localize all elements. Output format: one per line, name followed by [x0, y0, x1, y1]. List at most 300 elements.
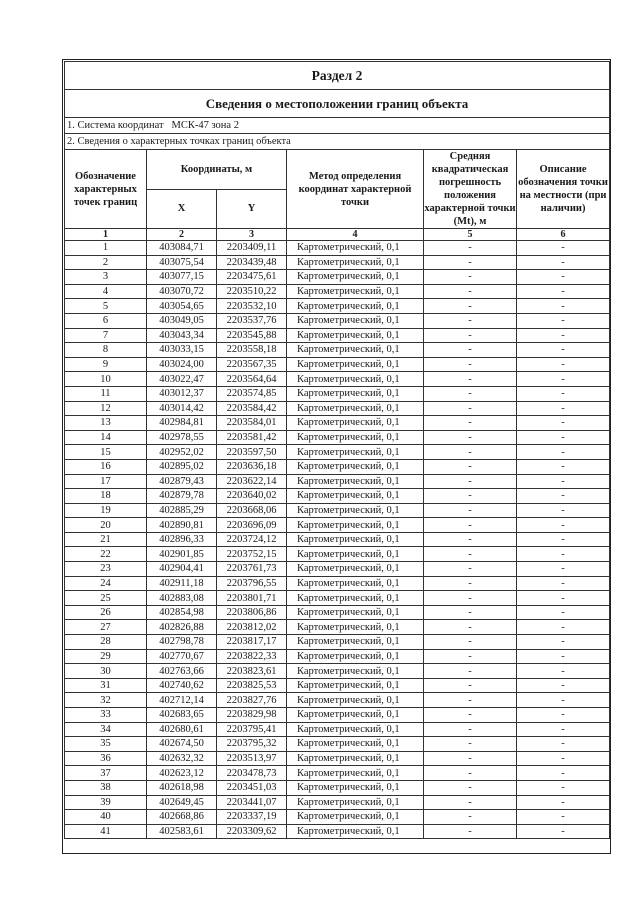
- point-number-cell: 36: [65, 751, 147, 766]
- method-cell: Картометрический, 0,1: [287, 708, 424, 723]
- x-coordinate-cell: 402901,85: [147, 547, 217, 562]
- x-coordinate-cell: 402883,08: [147, 591, 217, 606]
- y-coordinate-cell: 2203581,42: [217, 430, 287, 445]
- error-cell: -: [424, 357, 517, 372]
- error-cell: -: [424, 401, 517, 416]
- table-row: [65, 313, 610, 328]
- point-number-cell: 39: [65, 795, 147, 810]
- x-coordinate-cell: 402885,29: [147, 503, 217, 518]
- y-coordinate-cell: 2203309,62: [217, 824, 287, 839]
- x-coordinate-cell: 402826,88: [147, 620, 217, 635]
- table-row: [65, 416, 610, 431]
- point-number-cell: 6: [65, 313, 147, 328]
- x-coordinate-cell: 403084,71: [147, 241, 217, 256]
- description-cell: -: [517, 678, 610, 693]
- point-number-cell: 10: [65, 372, 147, 387]
- x-coordinate-cell: 403054,65: [147, 299, 217, 314]
- point-number-cell: 1: [65, 241, 147, 256]
- x-coordinate-cell: 402904,41: [147, 562, 217, 577]
- method-cell: Картометрический, 0,1: [287, 824, 424, 839]
- error-cell: -: [424, 693, 517, 708]
- column-number: 6: [517, 229, 610, 241]
- description-cell: -: [517, 766, 610, 781]
- y-coordinate-cell: 2203795,41: [217, 722, 287, 737]
- description-cell: -: [517, 576, 610, 591]
- table-row: [65, 343, 610, 358]
- description-cell: -: [517, 708, 610, 723]
- error-cell: -: [424, 241, 517, 256]
- description-cell: -: [517, 620, 610, 635]
- column-number: 4: [287, 229, 424, 241]
- y-coordinate-cell: 2203812,02: [217, 620, 287, 635]
- error-cell: -: [424, 635, 517, 650]
- method-cell: Картометрический, 0,1: [287, 678, 424, 693]
- y-coordinate-cell: 2203584,42: [217, 401, 287, 416]
- description-cell: -: [517, 547, 610, 562]
- error-cell: -: [424, 459, 517, 474]
- point-number-cell: 24: [65, 576, 147, 591]
- header-description: Описание обозначения точки на местности (при наличии): [517, 150, 610, 229]
- x-coordinate-cell: 403077,15: [147, 270, 217, 285]
- error-cell: -: [424, 270, 517, 285]
- error-cell: -: [424, 372, 517, 387]
- point-number-cell: 19: [65, 503, 147, 518]
- y-coordinate-cell: 2203806,86: [217, 605, 287, 620]
- point-number-cell: 30: [65, 664, 147, 679]
- description-cell: -: [517, 241, 610, 256]
- table-row: [65, 605, 610, 620]
- point-number-cell: 29: [65, 649, 147, 664]
- y-coordinate-cell: 2203825,53: [217, 678, 287, 693]
- method-cell: Картометрический, 0,1: [287, 664, 424, 679]
- method-cell: Картометрический, 0,1: [287, 547, 424, 562]
- point-number-cell: 20: [65, 518, 147, 533]
- table-row: [65, 474, 610, 489]
- description-cell: -: [517, 401, 610, 416]
- point-number-cell: 41: [65, 824, 147, 839]
- table-row: [65, 445, 610, 460]
- x-coordinate-cell: 403070,72: [147, 284, 217, 299]
- table-row: [65, 708, 610, 723]
- y-coordinate-cell: 2203537,76: [217, 313, 287, 328]
- error-cell: -: [424, 518, 517, 533]
- point-number-cell: 35: [65, 737, 147, 752]
- method-cell: Картометрический, 0,1: [287, 693, 424, 708]
- description-cell: -: [517, 313, 610, 328]
- header-coordinates: Координаты, м: [147, 150, 287, 190]
- description-cell: -: [517, 489, 610, 504]
- x-coordinate-cell: 402763,66: [147, 664, 217, 679]
- method-cell: Картометрический, 0,1: [287, 401, 424, 416]
- description-cell: -: [517, 693, 610, 708]
- method-cell: Картометрический, 0,1: [287, 532, 424, 547]
- x-coordinate-cell: 402896,33: [147, 532, 217, 547]
- y-coordinate-cell: 2203409,11: [217, 241, 287, 256]
- error-cell: -: [424, 313, 517, 328]
- y-coordinate-cell: 2203545,88: [217, 328, 287, 343]
- point-number-cell: 2: [65, 255, 147, 270]
- error-cell: -: [424, 810, 517, 825]
- method-cell: Картометрический, 0,1: [287, 445, 424, 460]
- method-cell: Картометрический, 0,1: [287, 372, 424, 387]
- method-cell: Картометрический, 0,1: [287, 766, 424, 781]
- y-coordinate-cell: 2203574,85: [217, 386, 287, 401]
- method-cell: Картометрический, 0,1: [287, 241, 424, 256]
- y-coordinate-cell: 2203801,71: [217, 591, 287, 606]
- description-cell: -: [517, 343, 610, 358]
- table-row: [65, 722, 610, 737]
- error-cell: -: [424, 386, 517, 401]
- table-row: [65, 241, 610, 256]
- error-cell: -: [424, 489, 517, 504]
- method-cell: Картометрический, 0,1: [287, 562, 424, 577]
- method-cell: Картометрический, 0,1: [287, 780, 424, 795]
- header-method: Метод определения координат характерной точки: [287, 150, 424, 229]
- description-cell: -: [517, 357, 610, 372]
- column-number: 5: [424, 229, 517, 241]
- description-cell: -: [517, 649, 610, 664]
- point-number-cell: 37: [65, 766, 147, 781]
- header-y: Y: [217, 189, 287, 229]
- method-cell: Картометрический, 0,1: [287, 284, 424, 299]
- error-cell: -: [424, 532, 517, 547]
- y-coordinate-cell: 2203510,22: [217, 284, 287, 299]
- description-cell: -: [517, 562, 610, 577]
- x-coordinate-cell: 402674,50: [147, 737, 217, 752]
- point-number-cell: 8: [65, 343, 147, 358]
- x-coordinate-cell: 402984,81: [147, 416, 217, 431]
- error-cell: -: [424, 547, 517, 562]
- table-row: [65, 430, 610, 445]
- x-coordinate-cell: 402680,61: [147, 722, 217, 737]
- method-cell: Картометрический, 0,1: [287, 737, 424, 752]
- y-coordinate-cell: 2203564,64: [217, 372, 287, 387]
- x-coordinate-cell: 403049,05: [147, 313, 217, 328]
- y-coordinate-cell: 2203668,06: [217, 503, 287, 518]
- point-number-cell: 22: [65, 547, 147, 562]
- y-coordinate-cell: 2203513,97: [217, 751, 287, 766]
- description-cell: -: [517, 459, 610, 474]
- document-subtitle: Сведения о местоположении границ объекта: [65, 90, 610, 118]
- y-coordinate-cell: 2203827,76: [217, 693, 287, 708]
- table-row: [65, 780, 610, 795]
- y-coordinate-cell: 2203817,17: [217, 635, 287, 650]
- error-cell: -: [424, 255, 517, 270]
- x-coordinate-cell: 403075,54: [147, 255, 217, 270]
- y-coordinate-cell: 2203752,15: [217, 547, 287, 562]
- table-row: [65, 649, 610, 664]
- y-coordinate-cell: 2203829,98: [217, 708, 287, 723]
- description-cell: -: [517, 810, 610, 825]
- method-cell: Картометрический, 0,1: [287, 313, 424, 328]
- description-cell: -: [517, 532, 610, 547]
- error-cell: -: [424, 591, 517, 606]
- point-number-cell: 5: [65, 299, 147, 314]
- error-cell: -: [424, 562, 517, 577]
- x-coordinate-cell: 402618,98: [147, 780, 217, 795]
- table-row: [65, 562, 610, 577]
- y-coordinate-cell: 2203584,01: [217, 416, 287, 431]
- description-cell: -: [517, 751, 610, 766]
- table-row: [65, 459, 610, 474]
- error-cell: -: [424, 620, 517, 635]
- x-coordinate-cell: 402632,32: [147, 751, 217, 766]
- error-cell: -: [424, 299, 517, 314]
- point-number-cell: 34: [65, 722, 147, 737]
- y-coordinate-cell: 2203441,07: [217, 795, 287, 810]
- point-number-cell: 7: [65, 328, 147, 343]
- method-cell: Картометрический, 0,1: [287, 255, 424, 270]
- error-cell: -: [424, 722, 517, 737]
- table-row: [65, 795, 610, 810]
- method-cell: Картометрический, 0,1: [287, 605, 424, 620]
- y-coordinate-cell: 2203597,50: [217, 445, 287, 460]
- point-number-cell: 33: [65, 708, 147, 723]
- x-coordinate-cell: 402854,98: [147, 605, 217, 620]
- error-cell: -: [424, 503, 517, 518]
- x-coordinate-cell: 402683,65: [147, 708, 217, 723]
- table-row: [65, 532, 610, 547]
- description-cell: -: [517, 824, 610, 839]
- point-number-cell: 3: [65, 270, 147, 285]
- error-cell: -: [424, 766, 517, 781]
- table-row: [65, 547, 610, 562]
- x-coordinate-cell: 402978,55: [147, 430, 217, 445]
- y-coordinate-cell: 2203567,35: [217, 357, 287, 372]
- y-coordinate-cell: 2203636,18: [217, 459, 287, 474]
- error-cell: -: [424, 605, 517, 620]
- column-number: 2: [147, 229, 217, 241]
- method-cell: Картометрический, 0,1: [287, 328, 424, 343]
- table-row: [65, 386, 610, 401]
- x-coordinate-cell: 402879,43: [147, 474, 217, 489]
- x-coordinate-cell: 403022,47: [147, 372, 217, 387]
- error-cell: -: [424, 445, 517, 460]
- table-row: [65, 751, 610, 766]
- column-number: 3: [217, 229, 287, 241]
- x-coordinate-cell: 402649,45: [147, 795, 217, 810]
- point-number-cell: 11: [65, 386, 147, 401]
- description-cell: -: [517, 430, 610, 445]
- method-cell: Картометрический, 0,1: [287, 357, 424, 372]
- table-row: [65, 518, 610, 533]
- coordinate-system-line: 1. Система координат МСК-47 зона 2: [65, 118, 610, 134]
- method-cell: Картометрический, 0,1: [287, 474, 424, 489]
- table-row: [65, 737, 610, 752]
- x-coordinate-cell: 402890,81: [147, 518, 217, 533]
- table-row: [65, 299, 610, 314]
- description-cell: -: [517, 780, 610, 795]
- table-row: [65, 503, 610, 518]
- header-designation: Обозначение характерных точек границ: [65, 150, 147, 229]
- error-cell: -: [424, 474, 517, 489]
- point-number-cell: 32: [65, 693, 147, 708]
- description-cell: -: [517, 416, 610, 431]
- description-cell: -: [517, 518, 610, 533]
- table-row: [65, 255, 610, 270]
- description-cell: -: [517, 270, 610, 285]
- method-cell: Картометрический, 0,1: [287, 576, 424, 591]
- description-cell: -: [517, 372, 610, 387]
- error-cell: -: [424, 737, 517, 752]
- point-number-cell: 16: [65, 459, 147, 474]
- error-cell: -: [424, 328, 517, 343]
- table-row: [65, 372, 610, 387]
- x-coordinate-cell: 402911,18: [147, 576, 217, 591]
- table-row: [65, 620, 610, 635]
- method-cell: Картометрический, 0,1: [287, 620, 424, 635]
- table-row: [65, 693, 610, 708]
- point-number-cell: 18: [65, 489, 147, 504]
- method-cell: Картометрический, 0,1: [287, 270, 424, 285]
- y-coordinate-cell: 2203622,14: [217, 474, 287, 489]
- error-cell: -: [424, 708, 517, 723]
- error-cell: -: [424, 678, 517, 693]
- points-info-line: 2. Сведения о характерных точках границ объекта: [65, 134, 610, 150]
- point-number-cell: 17: [65, 474, 147, 489]
- point-number-cell: 25: [65, 591, 147, 606]
- point-number-cell: 12: [65, 401, 147, 416]
- table-row: [65, 591, 610, 606]
- table-row: [65, 824, 610, 839]
- description-cell: -: [517, 445, 610, 460]
- x-coordinate-cell: 402583,61: [147, 824, 217, 839]
- error-cell: -: [424, 649, 517, 664]
- x-coordinate-cell: 402668,86: [147, 810, 217, 825]
- x-coordinate-cell: 402798,78: [147, 635, 217, 650]
- table-row: [65, 678, 610, 693]
- table-row: [65, 664, 610, 679]
- y-coordinate-cell: 2203475,61: [217, 270, 287, 285]
- point-number-cell: 14: [65, 430, 147, 445]
- error-cell: -: [424, 795, 517, 810]
- method-cell: Картометрический, 0,1: [287, 649, 424, 664]
- point-number-cell: 38: [65, 780, 147, 795]
- boundary-points-table: [64, 61, 610, 839]
- description-cell: -: [517, 474, 610, 489]
- description-cell: -: [517, 284, 610, 299]
- table-row: [65, 328, 610, 343]
- y-coordinate-cell: 2203558,18: [217, 343, 287, 358]
- section-title: Раздел 2: [65, 62, 610, 90]
- table-row: [65, 810, 610, 825]
- table-row: [65, 270, 610, 285]
- y-coordinate-cell: 2203724,12: [217, 532, 287, 547]
- x-coordinate-cell: 403012,37: [147, 386, 217, 401]
- method-cell: Картометрический, 0,1: [287, 795, 424, 810]
- point-number-cell: 27: [65, 620, 147, 635]
- y-coordinate-cell: 2203478,73: [217, 766, 287, 781]
- x-coordinate-cell: 402895,02: [147, 459, 217, 474]
- method-cell: Картометрический, 0,1: [287, 635, 424, 650]
- description-cell: -: [517, 737, 610, 752]
- point-number-cell: 28: [65, 635, 147, 650]
- y-coordinate-cell: 2203796,55: [217, 576, 287, 591]
- point-number-cell: 21: [65, 532, 147, 547]
- y-coordinate-cell: 2203696,09: [217, 518, 287, 533]
- method-cell: Картометрический, 0,1: [287, 503, 424, 518]
- header-x: X: [147, 189, 217, 229]
- table-row: [65, 635, 610, 650]
- table-row: [65, 489, 610, 504]
- description-cell: -: [517, 255, 610, 270]
- column-number: 1: [65, 229, 147, 241]
- table-row: [65, 576, 610, 591]
- x-coordinate-cell: 402879,78: [147, 489, 217, 504]
- method-cell: Картометрический, 0,1: [287, 299, 424, 314]
- y-coordinate-cell: 2203761,73: [217, 562, 287, 577]
- error-cell: -: [424, 664, 517, 679]
- description-cell: -: [517, 795, 610, 810]
- method-cell: Картометрический, 0,1: [287, 489, 424, 504]
- point-number-cell: 23: [65, 562, 147, 577]
- method-cell: Картометрический, 0,1: [287, 751, 424, 766]
- error-cell: -: [424, 576, 517, 591]
- error-cell: -: [424, 780, 517, 795]
- point-number-cell: 13: [65, 416, 147, 431]
- y-coordinate-cell: 2203337,19: [217, 810, 287, 825]
- error-cell: -: [424, 343, 517, 358]
- description-cell: -: [517, 386, 610, 401]
- method-cell: Картометрический, 0,1: [287, 518, 424, 533]
- description-cell: -: [517, 722, 610, 737]
- y-coordinate-cell: 2203823,61: [217, 664, 287, 679]
- error-cell: -: [424, 430, 517, 445]
- description-cell: -: [517, 605, 610, 620]
- x-coordinate-cell: 402952,02: [147, 445, 217, 460]
- x-coordinate-cell: 403024,00: [147, 357, 217, 372]
- y-coordinate-cell: 2203640,02: [217, 489, 287, 504]
- x-coordinate-cell: 402740,62: [147, 678, 217, 693]
- method-cell: Картометрический, 0,1: [287, 416, 424, 431]
- x-coordinate-cell: 402712,14: [147, 693, 217, 708]
- method-cell: Картометрический, 0,1: [287, 386, 424, 401]
- point-number-cell: 4: [65, 284, 147, 299]
- error-cell: -: [424, 416, 517, 431]
- y-coordinate-cell: 2203439,48: [217, 255, 287, 270]
- method-cell: Картометрический, 0,1: [287, 722, 424, 737]
- method-cell: Картометрический, 0,1: [287, 459, 424, 474]
- y-coordinate-cell: 2203795,32: [217, 737, 287, 752]
- method-cell: Картометрический, 0,1: [287, 810, 424, 825]
- error-cell: -: [424, 824, 517, 839]
- table-row: [65, 401, 610, 416]
- x-coordinate-cell: 403014,42: [147, 401, 217, 416]
- x-coordinate-cell: 402623,12: [147, 766, 217, 781]
- error-cell: -: [424, 284, 517, 299]
- description-cell: -: [517, 635, 610, 650]
- header-error: Средняя квадратическая погрешность положения характерной точки (Mt), м: [424, 151, 516, 227]
- x-coordinate-cell: 402770,67: [147, 649, 217, 664]
- point-number-cell: 9: [65, 357, 147, 372]
- x-coordinate-cell: 403033,15: [147, 343, 217, 358]
- y-coordinate-cell: 2203451,03: [217, 780, 287, 795]
- x-coordinate-cell: 403043,34: [147, 328, 217, 343]
- error-cell: -: [424, 751, 517, 766]
- method-cell: Картометрический, 0,1: [287, 343, 424, 358]
- point-number-cell: 26: [65, 605, 147, 620]
- method-cell: Картометрический, 0,1: [287, 591, 424, 606]
- table-row: [65, 766, 610, 781]
- description-cell: -: [517, 299, 610, 314]
- description-cell: -: [517, 503, 610, 518]
- y-coordinate-cell: 2203532,10: [217, 299, 287, 314]
- table-row: [65, 357, 610, 372]
- y-coordinate-cell: 2203822,33: [217, 649, 287, 664]
- description-cell: -: [517, 328, 610, 343]
- point-number-cell: 15: [65, 445, 147, 460]
- points-table-body: [65, 241, 610, 839]
